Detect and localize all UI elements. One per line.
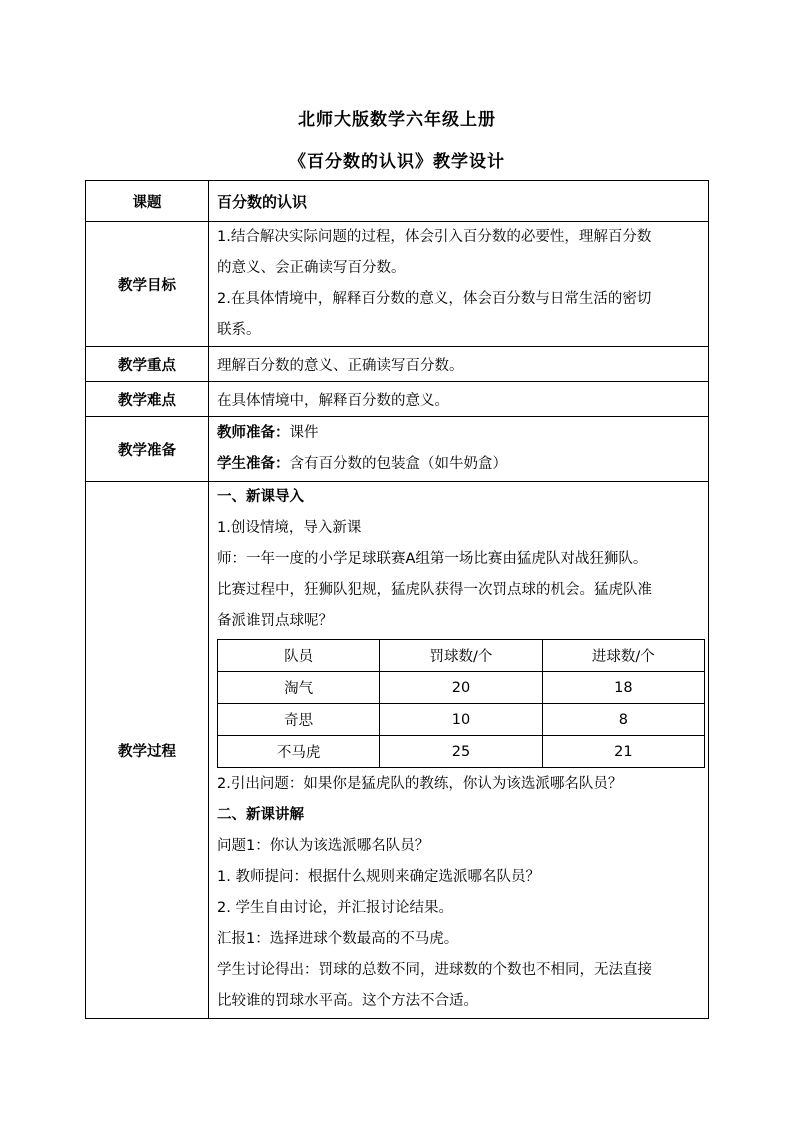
- stats-header-cell: 进球数/个: [542, 640, 704, 672]
- row-goals: [86, 222, 709, 347]
- value-topic: 百分数的认识: [209, 181, 709, 222]
- goal-line: 1.结合解决实际问题的过程，体会引入百分数的必要性，理解百分数: [217, 229, 652, 245]
- document-title: 北师大版数学六年级上册: [298, 110, 496, 130]
- row-process: [86, 482, 709, 1019]
- row-difficulty: [86, 382, 709, 417]
- label-difficulty: 教学难点: [86, 382, 209, 417]
- table-row: [218, 704, 705, 736]
- stats-header-cell: 队员: [218, 640, 380, 672]
- stats-header-cell: 罚球数/个: [380, 640, 542, 672]
- stats-cell: 10: [380, 704, 542, 736]
- value-goals: [209, 222, 709, 347]
- label-topic: 课题: [86, 181, 209, 222]
- row-topic: [86, 181, 709, 222]
- stats-cell: 25: [380, 736, 542, 768]
- value-difficulty: 在具体情境中，解释百分数的意义。: [209, 382, 709, 417]
- stats-cell: 淘气: [218, 672, 380, 704]
- value-process: [209, 482, 709, 1019]
- section-heading: 一、新课导入: [217, 489, 304, 505]
- label-preparation: 教学准备: [86, 417, 209, 482]
- label-process: 教学过程: [86, 482, 209, 1019]
- label-key-point: 教学重点: [86, 347, 209, 382]
- value-preparation: [209, 417, 709, 482]
- lesson-plan-table: [85, 180, 709, 1019]
- process-line: 2.引出问题：如果你是猛虎队的教练，你认为该选派哪名队员？: [217, 776, 623, 792]
- stats-cell: 18: [542, 672, 704, 704]
- student-prep-value: 含有百分数的包装盒（如牛奶盒）: [289, 456, 507, 472]
- stats-header-row: [218, 640, 705, 672]
- label-goals: 教学目标: [86, 222, 209, 347]
- stats-cell: 不马虎: [218, 736, 380, 768]
- process-line: 比较谁的罚球水平高。这个方法不合适。: [217, 993, 478, 1009]
- process-line: 师：一年一度的小学足球联赛A组第一场比赛由猛虎队对战狂狮队。: [217, 551, 648, 567]
- process-line: 汇报1：选择进球个数最高的不马虎。: [217, 931, 459, 947]
- process-line: 2. 学生自由讨论，并汇报讨论结果。: [217, 900, 453, 916]
- row-key-point: [86, 347, 709, 382]
- stats-cell: 奇思: [218, 704, 380, 736]
- process-line: 问题1：你认为该选派哪名队员？: [217, 838, 430, 854]
- process-line: 1. 教师提问：根据什么规则来确定选派哪名队员？: [217, 869, 540, 885]
- row-preparation: [86, 417, 709, 482]
- table-row: [218, 736, 705, 768]
- teacher-prep-value: 课件: [289, 425, 319, 441]
- document-subtitle: 《百分数的认识》教学设计: [289, 152, 505, 172]
- process-line: 备派谁罚点球呢？: [217, 613, 333, 629]
- stats-cell: 20: [380, 672, 542, 704]
- section-heading: 二、新课讲解: [217, 807, 304, 823]
- goal-line: 联系。: [217, 322, 261, 338]
- goal-line: 2.在具体情境中，解释百分数的意义，体会百分数与日常生活的密切: [217, 291, 652, 307]
- penalty-stats-table: [217, 639, 705, 768]
- goal-line: 的意义、会正确读写百分数。: [217, 260, 406, 276]
- teacher-prep-label: 教师准备：: [217, 425, 290, 441]
- process-line: 比赛过程中，狂狮队犯规，猛虎队获得一次罚点球的机会。猛虎队准: [217, 582, 652, 598]
- stats-cell: 8: [542, 704, 704, 736]
- value-key-point: 理解百分数的意义、正确读写百分数。: [209, 347, 709, 382]
- stats-cell: 21: [542, 736, 704, 768]
- student-prep-label: 学生准备：: [217, 456, 290, 472]
- table-row: [218, 672, 705, 704]
- process-line: 学生讨论得出：罚球的总数不同，进球数的个数也不相同，无法直接: [217, 962, 652, 978]
- process-line: 1.创设情境，导入新课: [217, 520, 362, 536]
